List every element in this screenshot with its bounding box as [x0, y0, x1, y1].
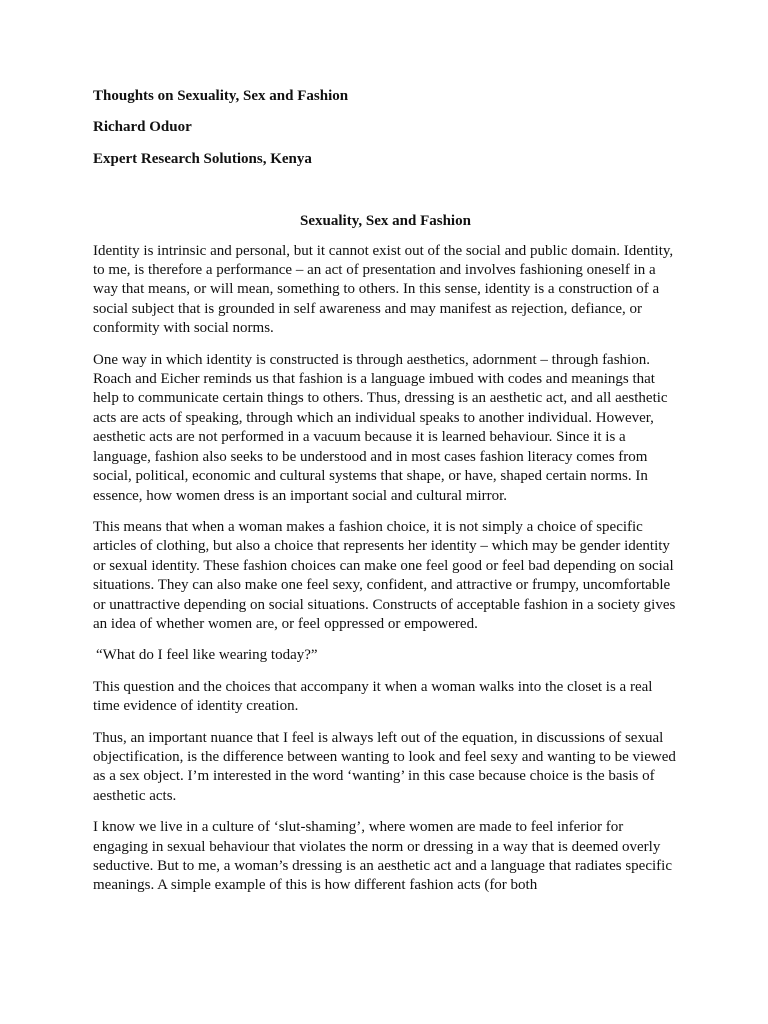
paragraph-2: One way in which identity is constructed is through aesthetics, adornment – through fashion. Roach and Eicher reminds us that fashion is a language imbued with codes and meanings that help to communicate certain things to others. Thus, dressing is an aesthetic act, and all aesthetic acts are acts of speaking, through which an individual speaks to another individual. However, aesthetic acts are not performed in a vacuum because it is learned behaviour. Since it is a language, fashion also seeks to be understood and in most cases fashion literacy comes from social, political, economic and cultural systems that shape, or have, shaped certain norms. In essence, how women dress is an important social and cultural mirror.: [93, 351, 668, 504]
author-affiliation: Expert Research Solutions, Kenya: [93, 150, 312, 167]
paragraph-3: This means that when a woman makes a fashion choice, it is not simply a choice of specific articles of clothing, but also a choice that represents her identity – which may be gender identity or sexual identity. These fashion choices can make one feel good or feel bad depending on social situations. They can also make one feel sexy, confident, and attractive or frumpy, uncomfortable or unattractive depending on social situations. Constructs of acceptable fashion in a society gives an idea of whether women are, or feel oppressed or empowered.: [93, 518, 676, 632]
paragraph-7: I know we live in a culture of ‘slut-shaming’, where women are made to feel inferior for engaging in sexual behaviour that violates the norm or dressing in a way that is deemed overly seductive. But to me, a woman’s dressing is an aesthetic act and a language that radiates specific meanings. A simple example of this is how different fashion acts (for both: [93, 819, 672, 894]
paragraph-6: Thus, an important nuance that I feel is always left out of the equation, in discussions of sexual objectification, is the difference between wanting to look and feel sexy and wanting to be viewed as a sex object. I’m interested in the word ‘wanting’ in this case because choice is the basis of aesthetic acts.: [93, 729, 676, 804]
paragraph-5: This question and the choices that accompany it when a woman walks into the closet is a real time evidence of identity creation.: [93, 678, 653, 715]
quote-paragraph: “What do I feel like wearing today?”: [96, 647, 318, 664]
document-title: Thoughts on Sexuality, Sex and Fashion: [93, 88, 349, 104]
document-body: [93, 87, 678, 908]
paragraph-1: Identity is intrinsic and personal, but it cannot exist out of the social and public domain. Identity, to me, is therefore a performance – an act of presentation and involves fashioning oneself in a way that means, or will mean, something to others. In this sense, identity is a construction of a social subject that is grounded in self awareness and may manifest as rejection, defiance, or conformity with social norms.: [93, 242, 674, 337]
author-name: Richard Oduor: [93, 119, 192, 136]
section-heading: Sexuality, Sex and Fashion: [300, 213, 471, 230]
